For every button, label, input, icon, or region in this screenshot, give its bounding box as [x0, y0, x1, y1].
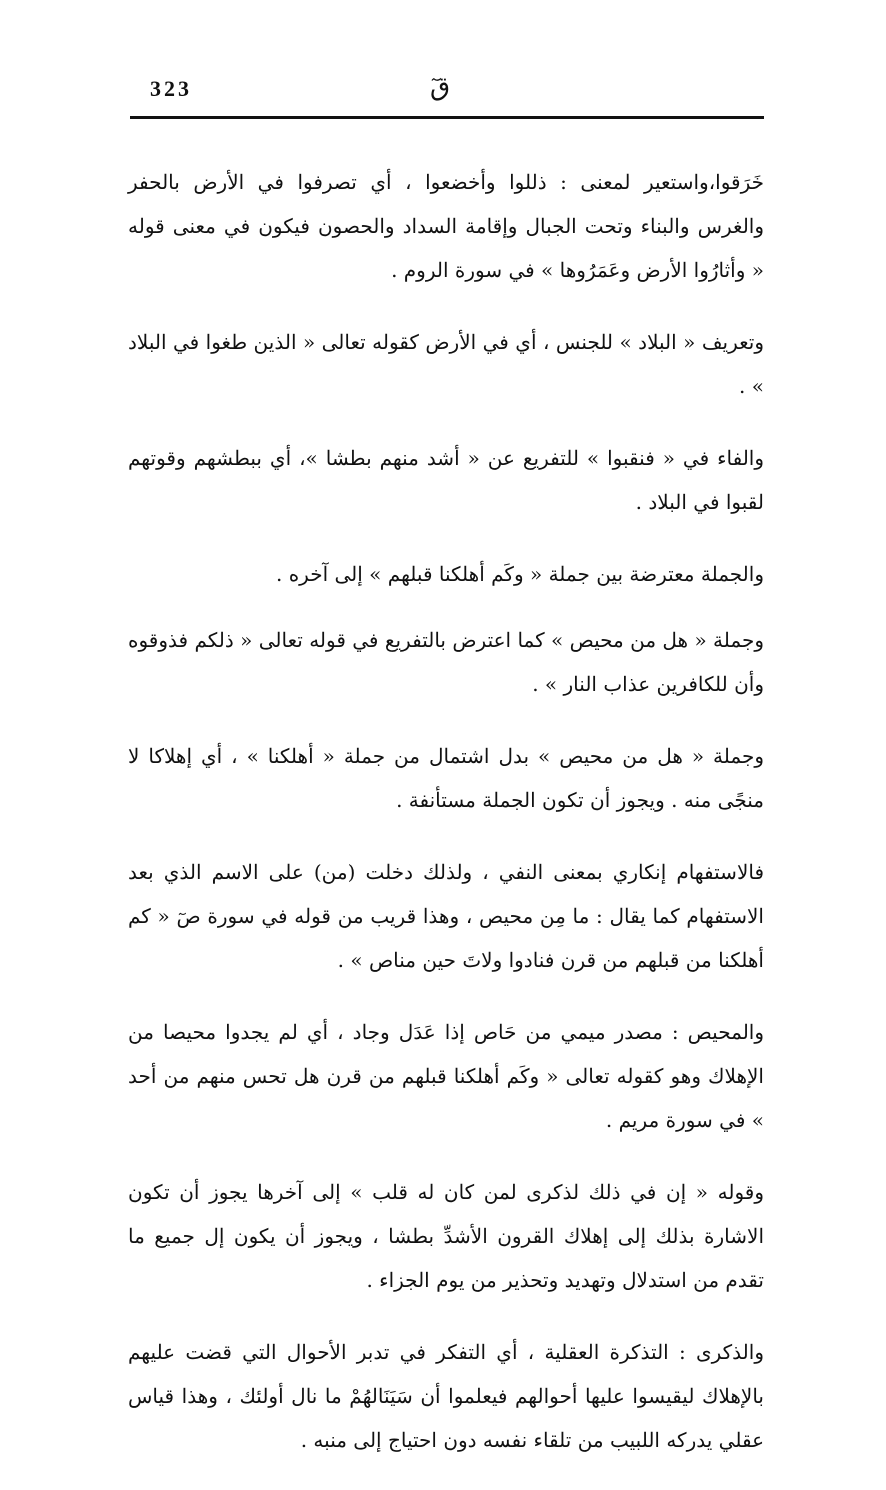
header-divider: [130, 116, 764, 119]
paragraph: والمحيص : مصدر ميمي من حَاص إذا عَدَل وجاد ، أي لم يجدوا محيصا من الإهلاك وهو كقوله تعالى « وكَم أهلكنا قبلهم من قرن هل تحس منهم من أحد » في سورة مريم .: [128, 1020, 764, 1132]
paragraph: وتعريف « البلاد » للجنس ، أي في الأرض كقوله تعالى « الذين طغوا في البلاد » .: [128, 330, 764, 398]
paragraph: وجملة « هل من محيص » كما اعترض بالتفريع في قوله تعالى « ذلكم فذوقوه وأن للكافرين عذاب النار » .: [128, 628, 764, 696]
paragraph: والذكرى : التذكرة العقلية ، أي التفكر في تدبر الأحوال التي قضت عليهم بالإهلاك ليقيسوا عليها أحوالهم فيعلموا أن سَيَنَالهُمْ ما نال أولئك ، وهذا قياس عقلي يدركه اللبيب من تلقاء نفسه دون احتياج إلى منبه .: [128, 1340, 764, 1452]
paragraph: خَرَقوا،واستعير لمعنى : ذللوا وأخضعوا ، أي تصرفوا في الأرض بالحفر والغرس والبناء وتحت الجبال وإقامة السداد والحصون فيكون في معنى قوله « وأثارُوا الأرض وعَمَرُوها » في سورة الروم .: [128, 170, 764, 282]
paragraph: فالاستفهام إنكاري بمعنى النفي ، ولذلك دخلت (من) على الاسم الذي بعد الاستفهام كما يقال : ما مِن محيص ، وهذا قريب من قوله في سورة صٓ « كم أهلكنا من قبلهم من قرن فنادوا ولاتَ حين مناص » .: [128, 860, 764, 972]
paragraph: وجملة « هل من محيص » بدل اشتمال من جملة « أهلكنا » ، أي إهلاكا لا منجًى منه . ويجوز أن تكون الجملة مستأنفة .: [128, 744, 764, 812]
paragraph: والجملة معترضة بين جملة « وكَم أهلكنا قبلهم » إلى آخره .: [275, 562, 764, 586]
page-header: [130, 72, 764, 112]
paragraph: والفاء في « فنقبوا » للتفريع عن « أشد منهم بطشا »، أي ببطشهم وقوتهم لقبوا في البلاد .: [128, 446, 764, 514]
paragraph: وقوله « إن في ذلك لذكرى لمن كان له قلب » إلى آخرها يجوز أن تكون الاشارة بذلك إلى إهلاك القرون الأشدِّ بطشا ، ويجوز أن يكون إل جميع ما تقدم من استدلال وتهديد وتحذير من يوم الجزاء .: [128, 1180, 764, 1292]
page-body: [128, 160, 764, 1490]
surah-title: قٓ: [430, 72, 451, 102]
page-number: 323: [150, 76, 192, 101]
